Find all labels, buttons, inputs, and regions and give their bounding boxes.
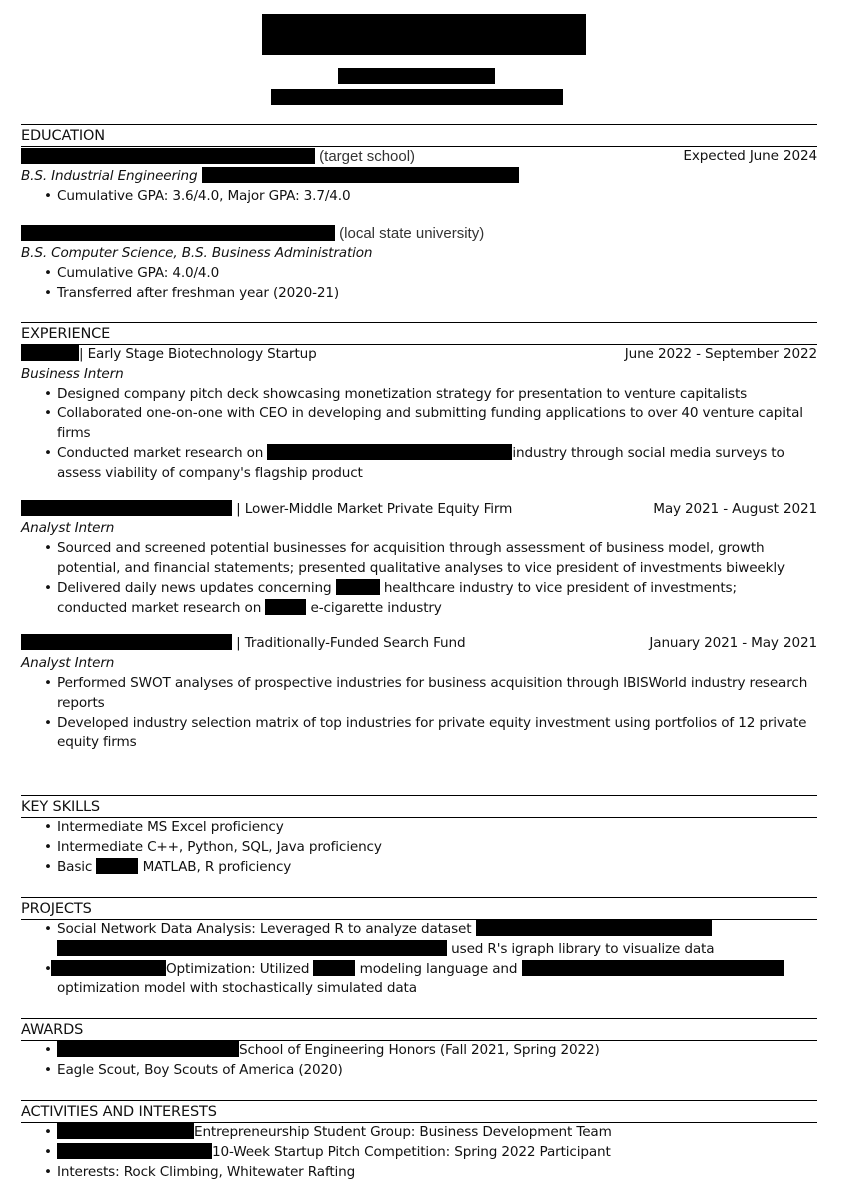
job-entry [21,634,817,753]
school-line [21,147,817,167]
list-item [57,1143,817,1163]
list-item [57,579,817,619]
text: Basic [57,858,93,875]
list-item: • Developed industry selection matrix of top industries for private equity investment using portfolios of 12 private equity firms [57,714,817,754]
redacted-company [21,345,79,361]
company-desc: | Traditionally-Funded Search Fund [236,635,466,652]
list-item: • Designed company pitch deck showcasing monetization strategy for presentation to venture capitalists [57,385,817,405]
text: School of Engineering Honors (Fall 2021, Spring 2022) [239,1042,600,1058]
text: optimization model with stochastically simulated data [57,980,417,997]
text: e-cigarette industry [310,599,442,616]
role: Analyst Intern [21,520,115,537]
role: Analyst Intern [21,655,115,672]
list-item [57,444,817,484]
projects-section [21,897,817,999]
job-entry [21,345,817,484]
list-item: • Performed SWOT analyses of prospective industries for business acquisition through IBISWorld industry research reports [57,674,817,714]
list-item [57,960,817,1000]
list-item: • Cumulative GPA: 4.0/4.0 [57,264,817,284]
section-title: ACTIVITIES AND INTERESTS [21,1101,817,1123]
list-item: • Transferred after freshman year (2020-21) [57,284,817,304]
text: modeling language and [359,960,518,977]
section-title: EXPERIENCE [21,323,817,345]
list-item [57,1041,817,1061]
section-title: KEY SKILLS [21,796,817,818]
section-title: PROJECTS [21,898,817,920]
school-line [21,224,817,244]
redacted-text [51,960,166,976]
text: healthcare industry to vice president of investments; [383,579,737,596]
list-item: • Intermediate C++, Python, SQL, Java proficiency [57,838,817,858]
redacted-text [313,960,355,976]
date: January 2021 - May 2021 [649,635,817,652]
redacted-contact-line-1 [338,68,495,84]
redacted-text [265,599,306,615]
text: Optimization: Utilized [166,960,310,977]
list-item [57,920,817,960]
section-title: AWARDS [21,1019,817,1041]
education-section [21,124,817,304]
date: Expected June 2024 [683,148,817,164]
list-item: • Interests: Rock Climbing, Whitewater Rafting [57,1163,817,1183]
text: conducted market research on [57,599,262,616]
text: Delivered daily news updates concerning [57,579,332,596]
redacted-text [522,960,784,976]
text: Entrepreneurship Student Group: Business Development Team [194,1124,612,1140]
section-title: EDUCATION [21,125,817,147]
degree: B.S. Computer Science, B.S. Business Administration [21,245,373,262]
redacted-company [21,500,232,516]
text: industry through social media surveys to assess viability of company's flagship product [57,444,785,481]
company-desc: | Lower-Middle Market Private Equity Firm [236,500,513,517]
job-entry [21,500,817,619]
activities-section [21,1100,817,1182]
text: Conducted market research on [57,444,264,461]
text: 10-Week Startup Pitch Competition: Spring 2022 Participant [212,1143,611,1160]
redacted-contact-line-2 [271,89,563,105]
list-item [57,1123,817,1143]
degree [21,167,817,187]
list-item: • Intermediate MS Excel proficiency [57,818,817,838]
redacted-text [57,940,447,956]
redacted-text [57,1143,212,1159]
date: May 2021 - August 2021 [653,500,817,517]
list-item: • Collaborated one-on-one with CEO in developing and submitting funding applications to over 40 venture capital firms [57,404,817,444]
text: MATLAB, R proficiency [142,858,292,875]
awards-section [21,1018,817,1081]
redacted-company [21,634,232,650]
redacted-text [96,858,138,874]
redacted-text [57,1123,194,1139]
list-item: • Cumulative GPA: 3.6/4.0, Major GPA: 3.7/4.0 [57,187,817,207]
experience-section [21,322,817,753]
list-item [57,858,817,878]
text: used R's igraph library to visualize data [451,940,715,957]
company-desc: | Early Stage Biotechnology Startup [79,346,317,362]
date: June 2022 - September 2022 [624,346,817,362]
list-item: • Eagle Scout, Boy Scouts of America (2020) [57,1061,817,1081]
redacted-school [21,225,335,241]
skills-section [21,795,817,877]
school-note: (local state university) [339,225,485,243]
role: Business Intern [21,365,124,382]
redacted-text [336,579,380,595]
school-note: (target school) [319,148,416,165]
redacted-text [267,444,512,460]
redacted-school [21,148,315,164]
redacted-text [202,167,519,183]
redacted-text [57,1041,239,1057]
degree-text: B.S. Industrial Engineering [21,167,198,184]
redacted-name [262,14,586,55]
redacted-text [476,920,712,936]
text: Social Network Data Analysis: Leveraged R to analyze dataset [57,921,472,937]
list-item: • Sourced and screened potential businesses for acquisition through assessment of business model, growth potential, and financial statements; presented qualitative analyses to vice president of investments biweekly [57,539,817,579]
